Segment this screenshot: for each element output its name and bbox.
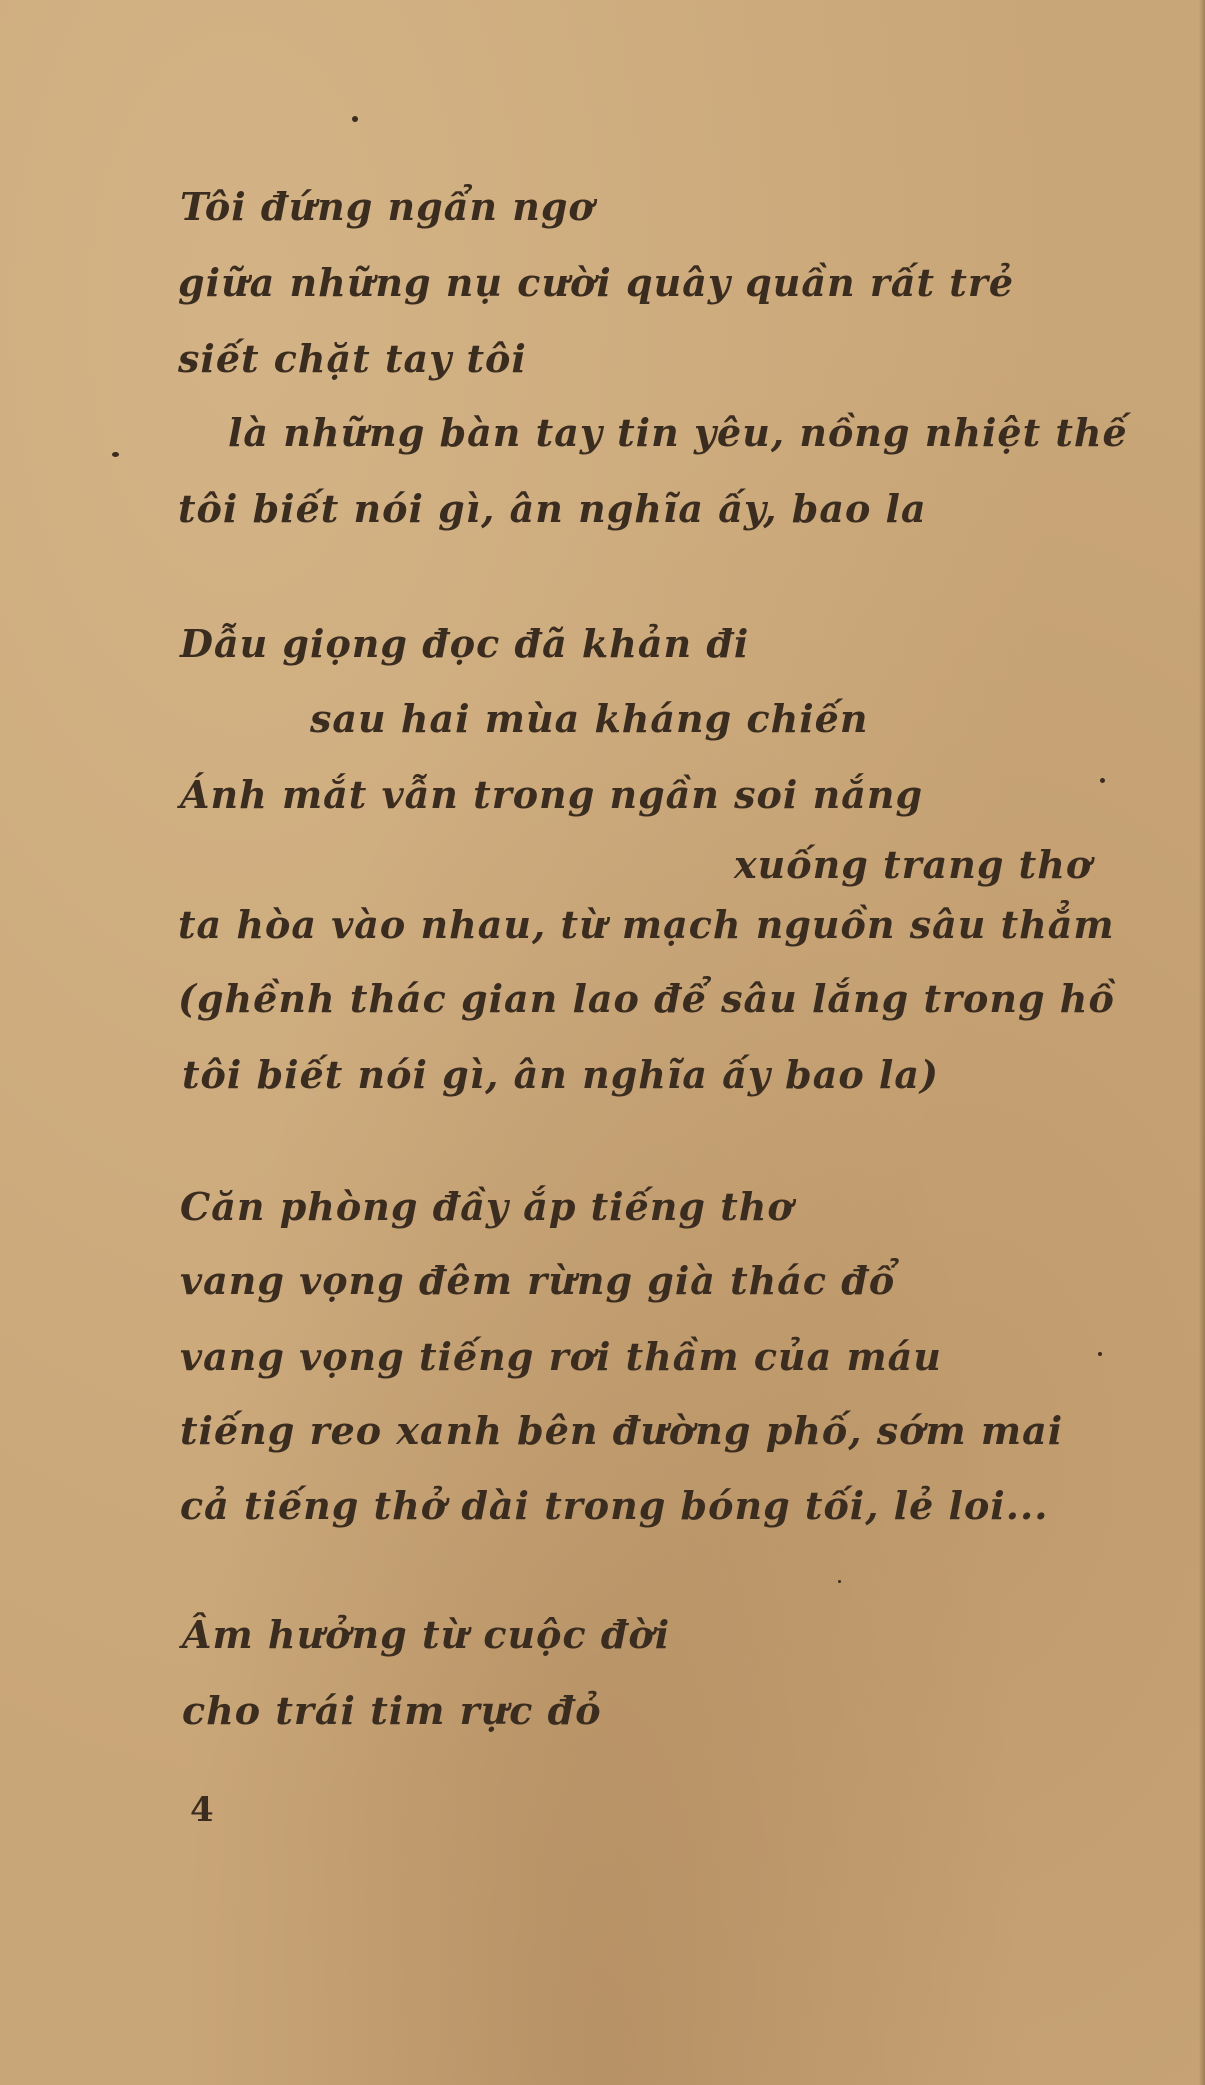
poem-line: tiếng reo xanh bên đường phố, sớm mai (180, 1408, 1064, 1453)
poem-line: vang vọng tiếng rơi thầm của máu (180, 1334, 942, 1379)
poem-line: Tôi đứng ngẩn ngơ (180, 184, 595, 229)
paper-speck (1098, 1352, 1102, 1356)
poem-line: Căn phòng đầy ắp tiếng thơ (180, 1184, 794, 1229)
poem-line: cả tiếng thở dài trong bóng tối, lẻ loi... (180, 1483, 1049, 1528)
poem-line: giữa những nụ cười quây quần rất trẻ (178, 260, 1015, 305)
poem-line: là những bàn tay tin yêu, nồng nhiệt thế (228, 410, 1128, 455)
paper-speck (1100, 778, 1105, 783)
page-number: 4 (190, 1790, 214, 1830)
poem-line: xuống trang thơ (734, 842, 1093, 887)
poem-line: Ánh mắt vẫn trong ngần soi nắng (180, 772, 924, 817)
poem-line: Dẫu giọng đọc đã khản đi (180, 621, 750, 666)
paper-speck (112, 452, 119, 457)
paper-speck (838, 1580, 841, 1583)
poem-line: ta hòa vào nhau, từ mạch nguồn sâu thẳm (178, 902, 1115, 947)
paper-speck (352, 116, 358, 122)
poem-line: vang vọng đêm rừng già thác đổ (180, 1258, 896, 1303)
poem-line: (ghềnh thác gian lao để sâu lắng trong hồ (178, 976, 1115, 1021)
poem-line: Âm hưởng từ cuộc đời (182, 1612, 671, 1657)
page-edge-shadow (1199, 0, 1205, 2085)
poem-line: sau hai mùa kháng chiến (310, 696, 869, 741)
poem-line: siết chặt tay tôi (178, 336, 527, 381)
poem-line: cho trái tim rực đỏ (182, 1688, 602, 1733)
poem-line: tôi biết nói gì, ân nghĩa ấy bao la) (182, 1052, 939, 1097)
poem-line: tôi biết nói gì, ân nghĩa ấy, bao la (178, 486, 927, 531)
